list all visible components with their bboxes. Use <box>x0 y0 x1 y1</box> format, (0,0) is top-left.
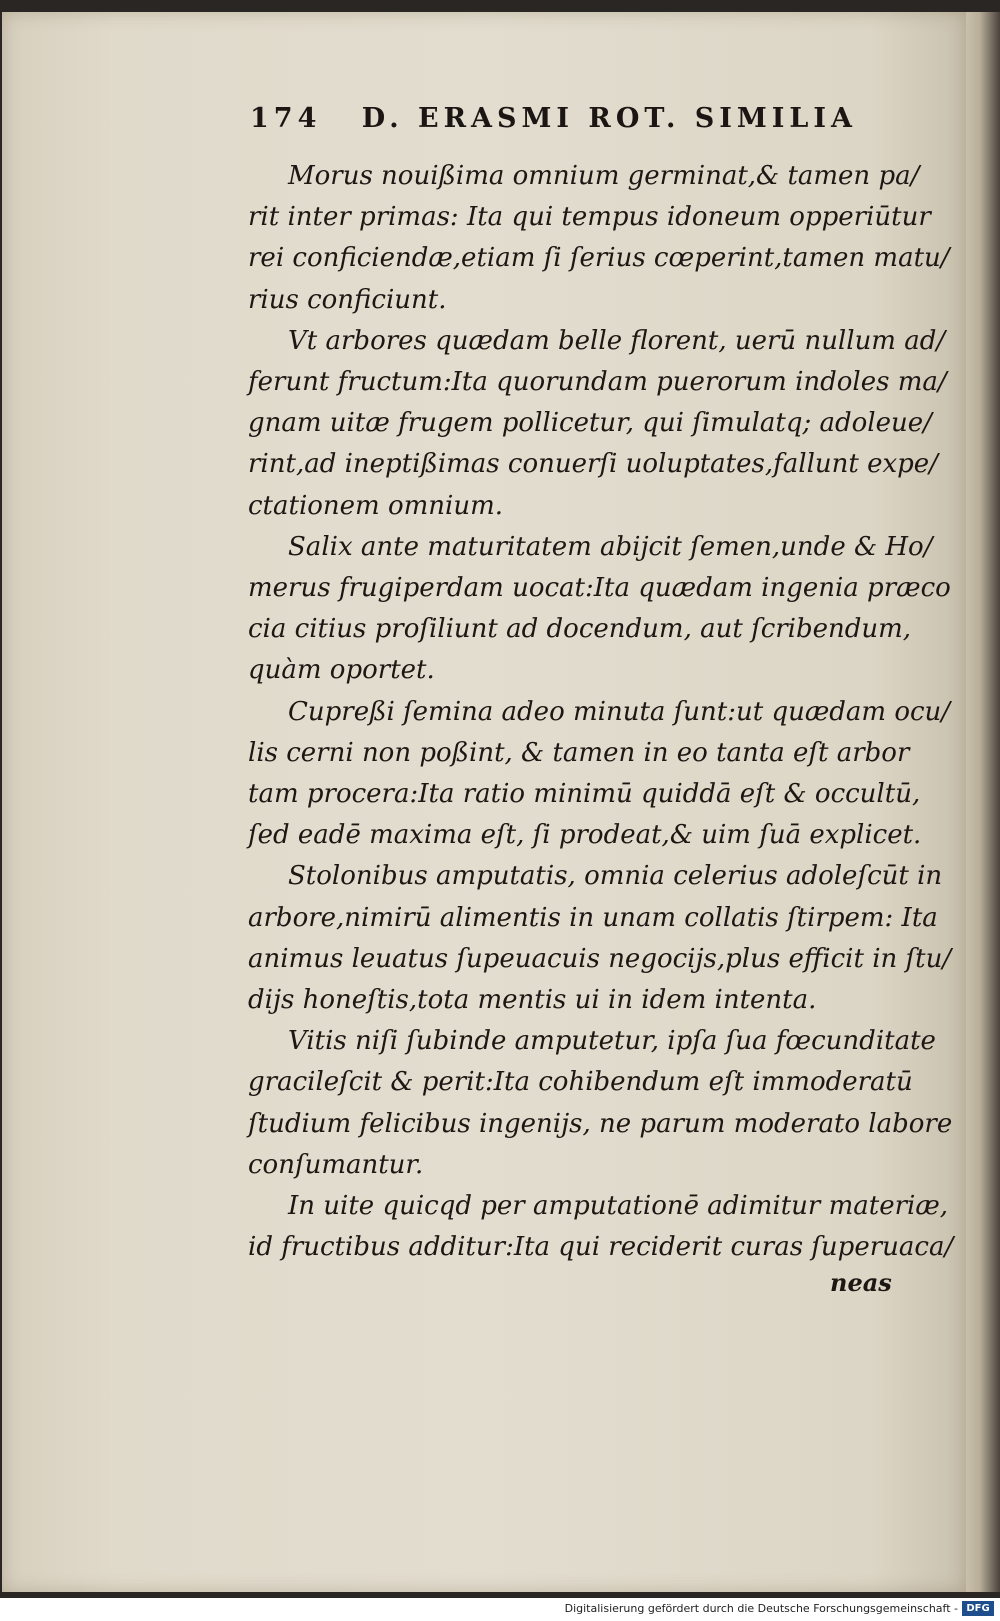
text-line: lis cerni non poßint, & tamen in eo tanta eſt arbor <box>248 737 910 768</box>
dfg-logo: DFG <box>962 1601 994 1616</box>
text-line: animus leuatus ſupeuacuis negocijs,plus efficit in ſtu/ <box>248 943 952 974</box>
running-header <box>250 103 890 143</box>
text-line: Morus nouißima omnium germinat,& tamen pa/ <box>288 161 920 191</box>
text-line: Stolonibus amputatis, omnia celerius adoleſcūt in <box>288 861 943 892</box>
paragraph-salix <box>248 527 951 692</box>
paragraph-vitis <box>248 1021 953 1186</box>
paragraph-morus <box>248 156 950 321</box>
catchword: neas <box>830 1268 892 1297</box>
text-line: ferunt fructum:Ita quorundam puerorum indoles ma/ <box>248 367 947 398</box>
text-line: ſed eadē maxima eſt, ſi prodeat,& uim ſuā explicet. <box>248 820 922 851</box>
page-edge <box>966 12 1000 1592</box>
text-line: ctationem omnium. <box>248 490 504 521</box>
text-line: rint,ad ineptißimas conuerſi uoluptates,fallunt expe/ <box>248 449 938 480</box>
text-line: Vt arbores quædam belle florent, uerū nullum ad/ <box>288 325 946 356</box>
text-line: Cupreßi ſemina adeo minuta ſunt:ut quædam ocu/ <box>288 696 951 727</box>
text-line: In uite quicqd per amputationē adimitur materiæ, <box>288 1191 949 1222</box>
paragraph-in-uite <box>248 1186 954 1268</box>
running-title: D. ERASMI ROT. SIMILIA <box>361 103 857 134</box>
page-number: 174 <box>250 103 322 134</box>
text-line: dijs honeſtis,tota mentis ui in idem intenta. <box>248 985 817 1016</box>
paragraph-cupressi <box>248 692 951 857</box>
text-line: cia citius proſiliunt ad docendum, aut ſcribendum, <box>248 614 912 645</box>
digitization-footer <box>0 1598 1000 1621</box>
text-line: conſumantur. <box>248 1149 424 1180</box>
text-line: quàm oportet. <box>248 655 435 686</box>
text-line: rit inter primas: Ita qui tempus idoneum opperiūtur <box>248 202 931 233</box>
text-line: gracileſcit & perit:Ita cohibendum eſt immoderatū <box>248 1067 913 1098</box>
text-line: Vitis niſi ſubinde amputetur, ipſa ſua fœcunditate <box>288 1026 936 1057</box>
text-line: gnam uitæ frugem pollicetur, qui ſimulatq; adoleue/ <box>248 408 932 439</box>
body-text <box>248 156 954 1268</box>
paragraph-arbores <box>248 321 947 527</box>
text-line: rei conficiendæ,etiam ſi ſerius cœperint,tamen matu/ <box>248 243 950 274</box>
text-line: merus frugiperdam uocat:Ita quædam ingenia præco <box>248 573 951 604</box>
text-line: tam procera:Ita ratio minimū quiddā eſt & occultū, <box>248 779 921 810</box>
text-line: arbore,nimirū alimentis in unam collatis ſtirpem: Ita <box>248 902 938 933</box>
funding-credit: Digitalisierung gefördert durch die Deutsche Forschungsgemeinschaft - <box>564 1602 958 1615</box>
text-line: Salix ante maturitatem abijcit ſemen,unde & Ho/ <box>288 531 933 562</box>
paragraph-stolonibus <box>248 856 952 1021</box>
text-line: rius conficiunt. <box>248 284 447 315</box>
text-line: ſtudium felicibus ingenijs, ne parum moderato labore <box>248 1108 953 1139</box>
text-line: id fructibus additur:Ita qui reciderit curas ſuperuaca/ <box>248 1232 954 1263</box>
